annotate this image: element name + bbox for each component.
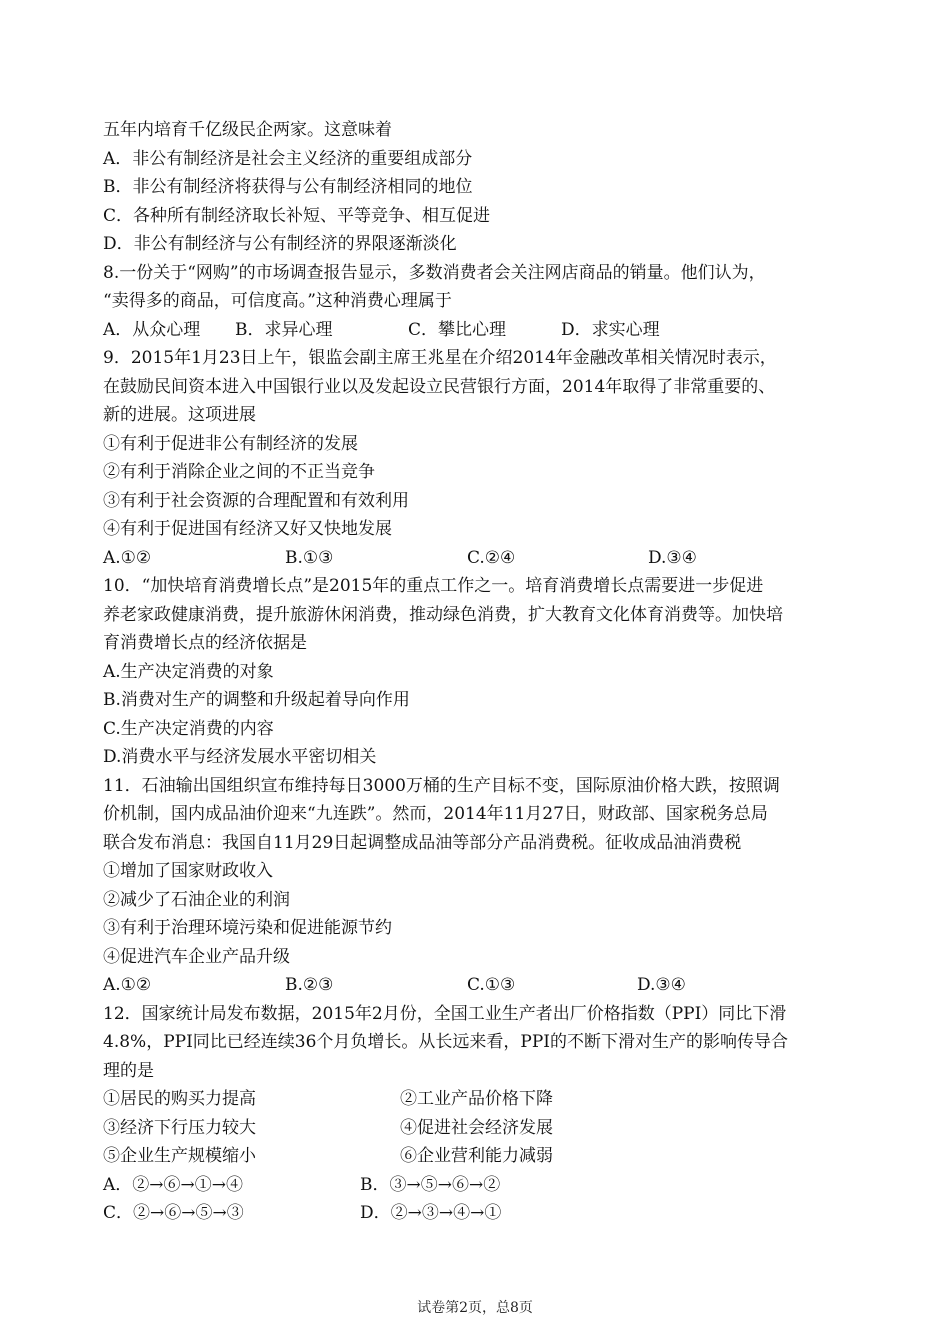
q12-item-5: ⑤企业生产规模缩小 <box>103 1146 256 1166</box>
q9-option-c: C.②④ <box>467 547 516 568</box>
q12-item-3: ③经济下行压力较大 <box>103 1117 256 1138</box>
q7-option-a: A．非公有制经济是社会主义经济的重要组成部分 <box>103 148 473 169</box>
q7-option-c: C．各种所有制经济取长补短、平等竞争、相互促进 <box>103 205 491 226</box>
q10-stem-line2: 养老家政健康消费，提升旅游休闲消费，推动绿色消费，扩大教育文化体育消费等。加快培 <box>103 604 783 625</box>
q11-option-c: C.①③ <box>467 975 516 995</box>
q10-option-a: A.生产决定消费的对象 <box>103 661 274 682</box>
q11-item-3: ③有利于治理环境污染和促进能源节约 <box>103 918 392 938</box>
q11-options <box>103 971 863 1000</box>
q11-item-2: ②减少了石油企业的利润 <box>103 889 290 910</box>
q12-item-2: ②工业产品价格下降 <box>400 1089 553 1109</box>
q9-options <box>103 544 863 573</box>
q9-stem-line1: 9．2015年1月23日上午，银监会副主席王兆星在介绍2014年金融改革相关情况时表示， <box>103 348 777 368</box>
q9-stem-line2: 在鼓励民间资本进入中国银行业以及发起设立民营银行方面，2014年取得了非常重要的、 <box>103 376 776 397</box>
q11-stem-line2: 价机制，国内成品油价迎来“九连跌”。然而，2014年11月27日，财政部、国家税务总局 <box>103 804 768 824</box>
q9-item-2: ②有利于消除企业之间的不正当竞争 <box>103 462 375 482</box>
q11-item-1: ①增加了国家财政收入 <box>103 861 273 881</box>
q12-items-row-1 <box>103 1085 863 1114</box>
q8-option-b: B．求异心理 <box>235 319 333 340</box>
q11-option-a: A.①② <box>103 975 152 995</box>
q7-stem-tail: 五年内培育千亿级民企两家。这意味着 <box>103 120 392 140</box>
exam-page-content <box>103 116 863 1228</box>
q10-option-d: D.消费水平与经济发展水平密切相关 <box>103 747 377 767</box>
q12-item-1: ①居民的购买力提高 <box>103 1089 256 1109</box>
page-footer: 试卷第2页，总8页 <box>417 1300 533 1316</box>
q8-option-d: D．求实心理 <box>561 319 660 340</box>
q7-option-d: D．非公有制经济与公有制经济的界限逐渐淡化 <box>103 234 457 254</box>
q9-item-4: ④有利于促进国有经济又好又快地发展 <box>103 519 392 539</box>
q10-stem-line3: 育消费增长点的经济依据是 <box>103 633 307 653</box>
q11-stem-line3: 联合发布消息：我国自11月29日起调整成品油等部分产品消费税。征收成品油消费税 <box>103 832 742 853</box>
q10-option-c: C.生产决定消费的内容 <box>103 718 274 739</box>
q11-option-d: D.③④ <box>637 975 686 995</box>
q12-option-d: D．②→③→④→① <box>360 1203 502 1223</box>
q8-option-c: C．攀比心理 <box>408 319 507 340</box>
q11-option-b: B.②③ <box>285 975 334 995</box>
q12-item-4: ④促进社会经济发展 <box>400 1117 553 1138</box>
q12-option-b: B．③→⑤→⑥→② <box>360 1174 501 1195</box>
q12-item-6: ⑥企业营利能力减弱 <box>400 1146 553 1166</box>
q9-option-b: B.①③ <box>285 547 334 568</box>
q9-option-d: D.③④ <box>648 547 697 568</box>
q11-stem-line1: 11．石油输出国组织宣布维持每日3000万桶的生产目标不变，国际原油价格大跌，按照调 <box>103 775 780 796</box>
q12-stem-line2: 4.8%，PPI同比已经连续36个月负增长。从长远来看，PPI的不断下滑对生产的影响传导合 <box>103 1032 789 1052</box>
q9-item-3: ③有利于社会资源的合理配置和有效利用 <box>103 490 409 511</box>
q12-option-c: C．②→⑥→⑤→③ <box>103 1203 244 1223</box>
q9-item-1: ①有利于促进非公有制经济的发展 <box>103 433 358 454</box>
q12-stem-line1: 12．国家统计局发布数据，2015年2月份，全国工业生产者出厂价格指数（PPI）同比下滑 <box>103 1003 787 1024</box>
q8-stem-line1: 8.一份关于“网购”的市场调查报告显示，多数消费者会关注网店商品的销量。他们认为， <box>103 262 766 283</box>
q8-stem-line2: “卖得多的商品，可信度高。”这种消费心理属于 <box>103 291 452 311</box>
q12-stem-line3: 理的是 <box>103 1060 154 1081</box>
q12-option-a: A．②→⑥→①→④ <box>103 1174 244 1195</box>
q10-stem-line1: 10．“加快培育消费增长点”是2015年的重点工作之一。培育消费增长点需要进一步促进 <box>103 576 764 596</box>
q8-options <box>103 316 863 345</box>
q9-stem-line3: 新的进展。这项进展 <box>103 405 256 425</box>
q11-item-4: ④促进汽车企业产品升级 <box>103 946 290 967</box>
q9-option-a: A.①② <box>103 547 152 568</box>
q12-items-row-2 <box>103 1114 863 1143</box>
q12-options-row-1 <box>103 1171 863 1200</box>
q8-option-a: A．从众心理 <box>103 319 201 340</box>
q7-option-b: B．非公有制经济将获得与公有制经济相同的地位 <box>103 177 473 197</box>
q12-options-row-2 <box>103 1199 863 1228</box>
q12-items-row-3 <box>103 1142 863 1171</box>
q10-option-b: B.消费对生产的调整和升级起着导向作用 <box>103 690 410 710</box>
